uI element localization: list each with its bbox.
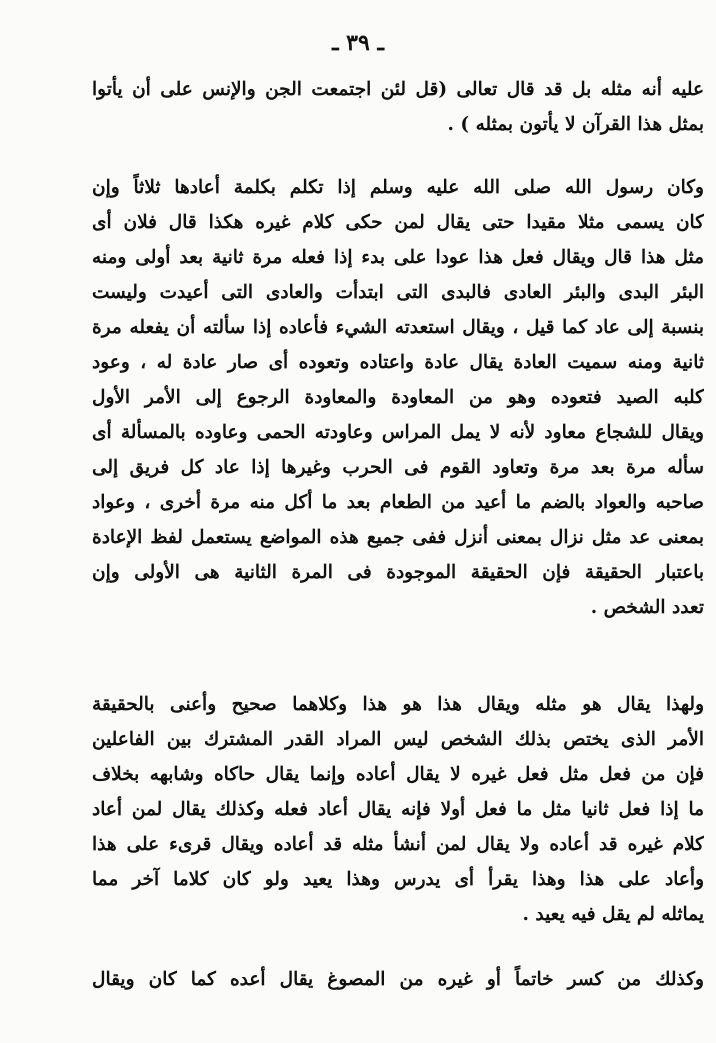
text-line: بمعنى عد مثل نزال بمعنى أنزل ففى جميع هذه المواضع يستعمل لفظ الإعادة (92, 527, 704, 548)
text-line: فإن من فعل مثل فعل غيره لا يقال أعاده وإنما يقال حاكاه وشابهه بخلاف (92, 764, 704, 785)
page-number: ـ ٣٩ ـ (332, 30, 384, 56)
text-line: الأمر الذى يختص بذلك الشخص ليس المراد القدر المشترك بين الفاعلين (92, 729, 704, 750)
text-line: تعدد الشخص . (590, 597, 704, 618)
text-line: ويقال للشجاع معاود لأنه لا يمل المراس وعاودته الحمى وعاوده بالمسألة أى (92, 422, 704, 443)
paragraph-2 (92, 170, 704, 625)
text-line: يماثله لم يقل فيه يعيد . (522, 904, 704, 925)
text-line: ما إذا فعل ثانيا مثل ما فعل أولا فإنه يقال أعاد فعله وكذلك يقال لمن أعاد (92, 799, 704, 820)
text-line: وكان رسول الله صلى الله عليه وسلم إذا تكلم بكلمة أعادها ثلاثاً وإن (92, 177, 704, 198)
text-line: كان يسمى مثلا مقيدا حتى يقال لمن حكى كلام غيره هكذا قال فلان أى (92, 212, 704, 233)
text-line: ثانية ومنه سميت العادة يقال عادة واعتاده وتعوده أى صار عادة له ، وعود (92, 352, 704, 373)
paragraph-1 (92, 72, 704, 142)
text-line: ولهذا يقال هو مثله ويقال هذا هو هذا وكلاهما صحيح وأعنى بالحقيقة (92, 694, 704, 715)
text-line: صاحبه والعواد بالضم ما أعيد من الطعام بعد ما أكل منه مرة أخرى ، وعواد (92, 492, 704, 513)
text-line: وكذلك من كسر خاتماً أو غيره من المصوغ يقال أعده كما كان ويقال (92, 969, 704, 990)
text-line: بنسبة إلى عاد كما قيل ، ويقال استعدته الشيء فأعاده إذا سألته أن يفعله مرة (92, 317, 704, 338)
text-line: مثل هذا قال ويقال فعل هذا عودا على بدء إذا فعله مرة ثانية بعد أولى ومنه (92, 247, 704, 268)
text-line: كلام غيره قد أعاده ولا يقال لمن أنشأ مثله قد أعاده ويقال قرىء على هذا (92, 834, 704, 855)
paragraph-3 (92, 687, 704, 932)
text-line: البئر البدى والبئر العادى فالبدى التى ابتدأت والعادى التى أعيدت وليست (92, 282, 704, 303)
text-line: كلبه الصيد فتعوده وهو من المعاودة والمعاودة الرجوع إلى الأمر الأول (92, 387, 704, 408)
text-line: بمثل هذا القرآن لا يأتون بمثله ) . (447, 114, 704, 135)
text-line: باعتبار الحقيقة فإن الحقيقة الموجودة فى المرة الثانية هى الأولى وإن (92, 562, 704, 583)
text-line: وأعاد على هذا وهذا يقرأ أى يدرس وهذا يعيد ولو كان كلاما آخر مما (92, 869, 704, 890)
text-line: سأله مرة بعد مرة وتعاود القوم فى الحرب وغيرها إذا عاد كل فريق إلى (92, 457, 704, 478)
text-line: عليه أنه مثله بل قد قال تعالى (قل لئن اجتمعت الجن والإنس على أن يأتوا (92, 79, 704, 100)
paragraph-4 (92, 962, 704, 997)
